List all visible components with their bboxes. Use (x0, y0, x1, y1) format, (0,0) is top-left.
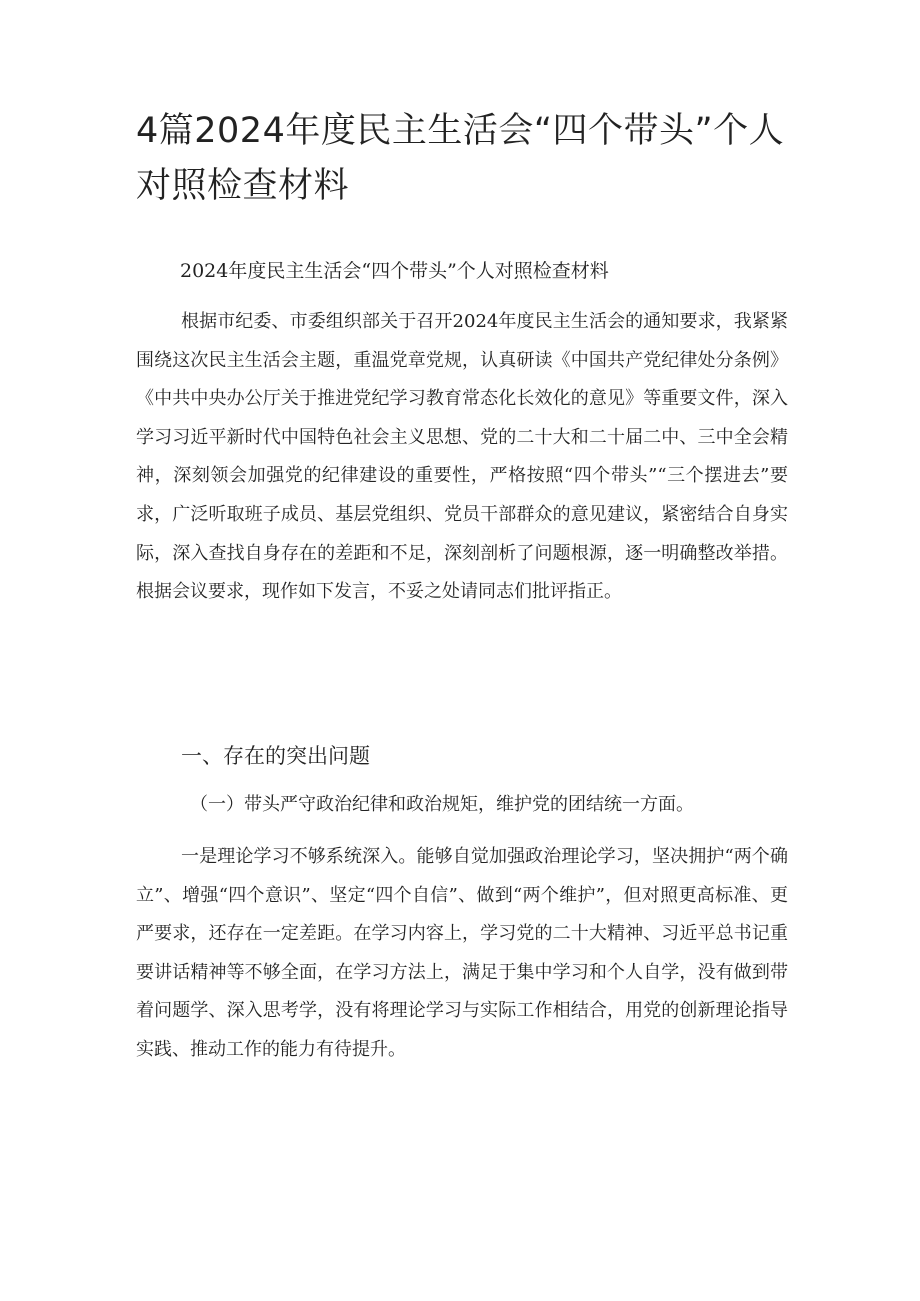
sub-heading: （一）带头严守政治纪律和政治规矩，维护党的团结统一方面。 (190, 794, 694, 815)
document-subtitle: 2024年度民主生活会“四个带头”个人对照检查材料 (180, 260, 609, 282)
point-paragraph: 一是理论学习不够系统深入。能够自觉加强政治理论学习，坚决拥护“两个确立”、增强“四个意识”、坚定“四个自信”、做到“两个维护”，但对照更高标准、更严要求，还存在一定差距。在学习内容上，学习党的二十大精神、习近平总书记重要讲话精神等不够全面，在学习方法上，满足于集中学习和个人自学，没有做到带着问题学、深入思考学，没有将理论学习与实际工作相结合，用党的创新理论指导实践、推动工作的能力有待提升。 (136, 846, 788, 1060)
document-title: 4篇2024年度民主生活会“四个带头”个人对照检查材料 (136, 111, 785, 206)
section-heading: 一、存在的突出问题 (181, 744, 370, 768)
intro-paragraph: 根据市纪委、市委组织部关于召开2024年度民主生活会的通知要求，我紧紧围绕这次民主生活会主题，重温党章党规，认真研读《中国共产党纪律处分条例》《中共中央办公厅关于推进党纪学习教育常态化长效化的意见》等重要文件，深入学习习近平新时代中国特色社会主义思想、党的二十大和二十届二中、三中全会精神，深刻领会加强党的纪律建设的重要性，严格按照“四个带头”“三个摆进去”要求，广泛听取班子成员、基层党组织、党员干部群众的意见建议，紧密结合自身实际，深入查找自身存在的差距和不足，深刻剖析了问题根源，逐一明确整改举措。根据会议要求，现作如下发言，不妥之处请同志们批评指正。 (136, 311, 788, 603)
